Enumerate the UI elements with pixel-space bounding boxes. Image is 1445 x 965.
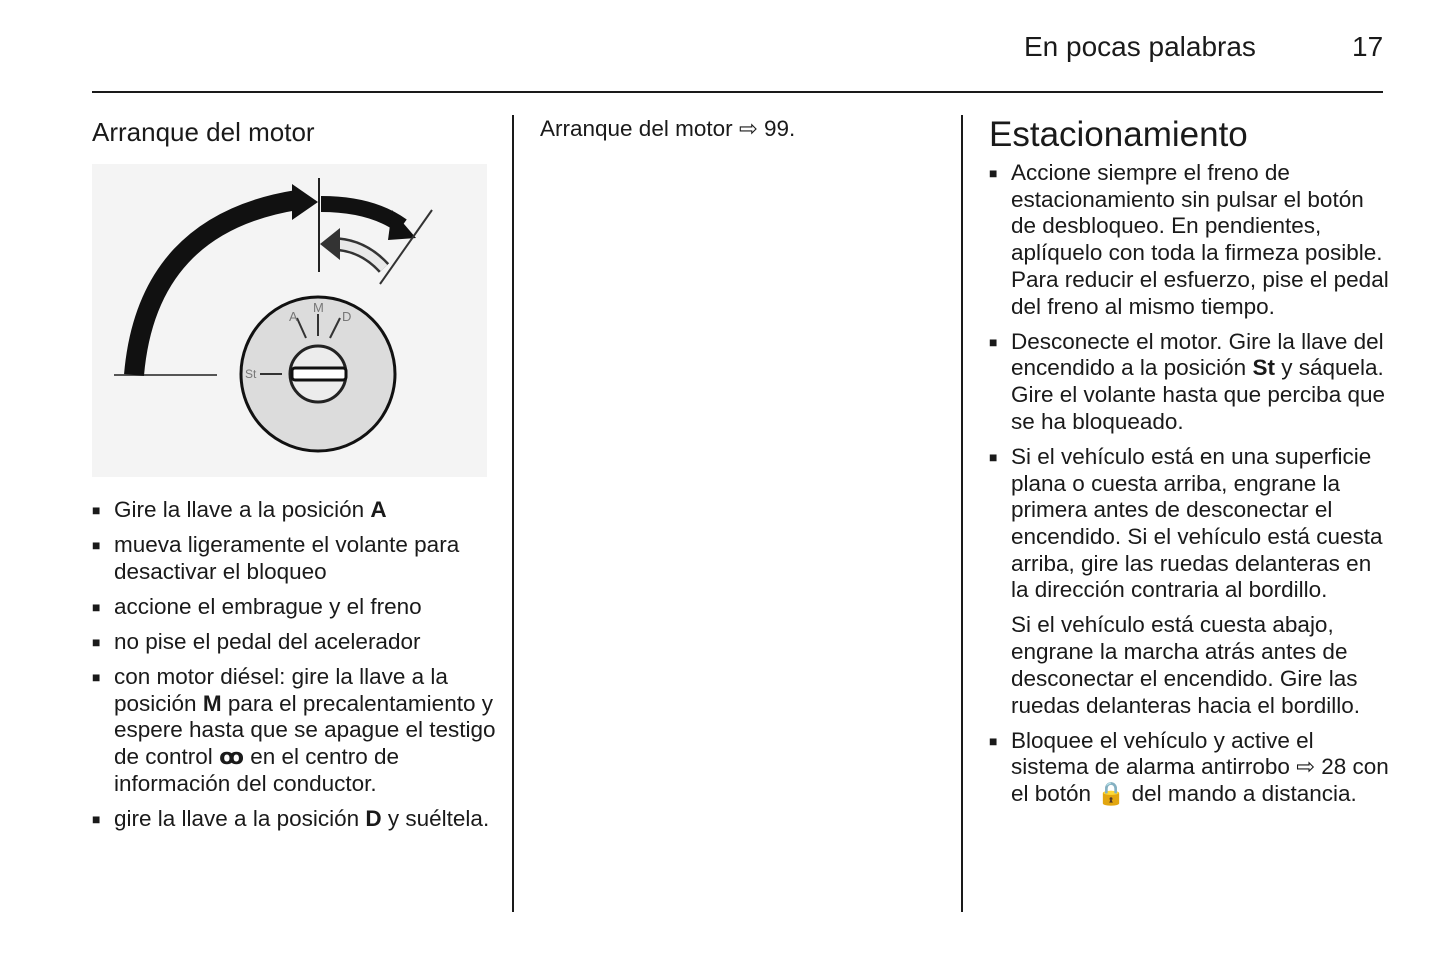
- column-divider-1: [512, 115, 514, 912]
- list-item: ■ con motor diésel: gire la llave a la posición M para el precalentamiento y espere hasta que se apague el testigo de control ꝏ en el centro de información del conductor.: [92, 664, 496, 796]
- label-a: A: [289, 309, 298, 324]
- header-rule: [92, 91, 1383, 93]
- ignition-figure: [92, 164, 487, 477]
- engine-start-list: [92, 497, 497, 841]
- label-d: D: [342, 309, 352, 324]
- ignition-illustration: [92, 164, 487, 477]
- bullet: ■: [989, 333, 998, 350]
- bullet: ■: [989, 732, 998, 749]
- list-item: ■ gire la llave a la posición D y suéltela.: [92, 805, 490, 831]
- reference-arrow-icon: ⇨: [738, 116, 758, 142]
- bullet: ■: [92, 537, 101, 554]
- list-item: ■ mueva ligeramente el volante para desactivar el bloqueo: [92, 532, 460, 584]
- list-item: ■ Si el vehículo está en una superficie plana o cuesta arriba, engrane la primera antes de desconectar el encendido. Si el vehículo está cuesta arriba, gire las ruedas delanteras en la dirección contraria al bordillo.: [989, 443, 1383, 603]
- parking-list: [989, 160, 1389, 816]
- list-item: ■ accione el embrague y el freno: [92, 593, 422, 619]
- reference-page-link[interactable]: 28: [1315, 754, 1347, 780]
- reference-page-link[interactable]: 99.: [757, 116, 796, 141]
- bullet: ■: [989, 448, 998, 465]
- section-title-engine-start: Arranque del motor: [92, 117, 315, 147]
- bullet: ■: [92, 633, 101, 650]
- bullet: ■: [92, 598, 101, 615]
- page-number: 17: [1352, 31, 1384, 62]
- reference-arrow-icon: ⇨: [1296, 754, 1315, 781]
- list-item: ■ Bloquee el vehículo y active el sistema de alarma antirrobo ⇨ 28 con el botón 🔒 del mando a distancia.: [989, 727, 1389, 808]
- section-title-parking: Estacionamiento: [989, 115, 1248, 154]
- label-st: St: [245, 367, 257, 381]
- bullet: ■: [989, 165, 998, 181]
- list-item: ■ Gire la llave a la posición A: [92, 497, 387, 522]
- cross-reference: Arranque del motor ⇨ 99.: [540, 116, 796, 142]
- list-item-continuation: Si el vehículo está cuesta abajo, engrane la marcha atrás antes de desconectar el encendido. Gire las ruedas delanteras hacia el bordillo.: [1011, 612, 1360, 718]
- list-item: ■ Accione siempre el freno de estacionamiento sin pulsar el botón de desbloqueo. En pendientes, aplíquelo con toda la firmeza posible. Para reducir el esfuerzo, pise el pedal del freno al mismo tiempo.: [989, 160, 1389, 319]
- bullet: ■: [92, 669, 101, 686]
- bullet: ■: [92, 502, 101, 518]
- column-divider-2: [961, 115, 963, 912]
- header-title: En pocas palabras: [1024, 31, 1256, 62]
- lock-icon: 🔒: [1097, 781, 1126, 808]
- list-item: ■ no pise el pedal del acelerador: [92, 628, 421, 654]
- bullet: ■: [92, 810, 101, 827]
- list-item: ■ Desconecte el motor. Gire la llave del encendido a la posición St y sáquela. Gire el volante hasta que perciba que se ha bloqueado.: [989, 328, 1385, 434]
- label-m: M: [313, 300, 324, 315]
- key-slot: [292, 368, 346, 380]
- glow-plug-icon: ꝏ: [219, 744, 244, 771]
